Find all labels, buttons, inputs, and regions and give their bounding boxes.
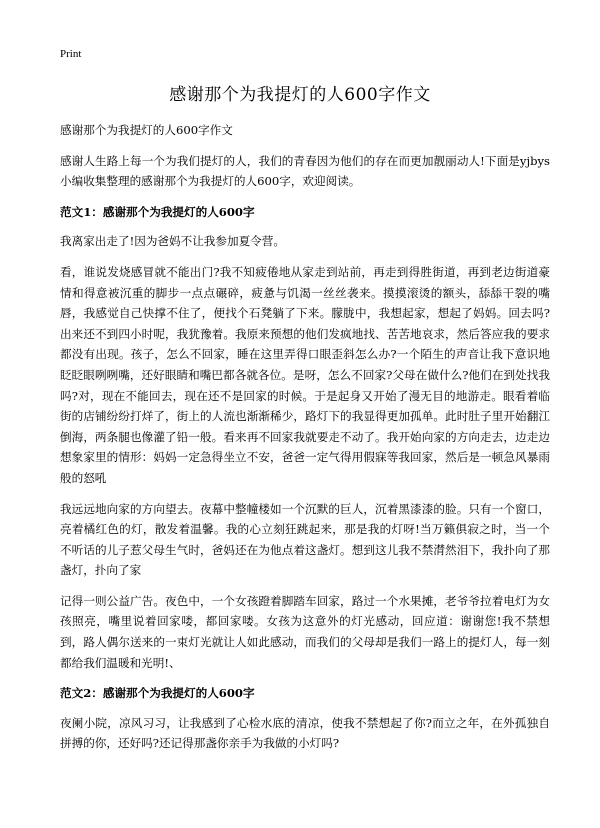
paragraph: 我离家出走了!因为爸妈不让我参加夏令营。	[60, 234, 285, 249]
print-link[interactable]: Print	[60, 48, 82, 60]
paragraph: 记得一则公益广告。夜色中，一个女孩蹬着脚踏车回家，路过一个水果摊，老爷爷拉着电灯为女孩照亮，嘴里说着回家喽，都回家喽。女孩为这意外的灯光感动，回应道：谢谢您!我不禁想到，路人偶尔送来的一束灯光就让人如此感动，而我们的父母却是我们一路上的提灯人，每一刻都给我们温暖和光明!、	[60, 593, 550, 670]
intro-paragraph: 感谢人生路上每一个为我们提灯的人，我们的青春因为他们的存在而更加靓丽动人!下面是yjbys小编收集整理的感谢那个为我提灯的人600字，欢迎阅读。	[60, 153, 550, 189]
section-heading-1: 范文1：感谢那个为我提灯的人600字	[60, 204, 255, 219]
subtitle: 感谢那个为我提灯的人600字作文	[60, 123, 233, 137]
paragraph: 夜阑小院，凉风习习，让我感到了心检水底的清凉，使我不禁想起了你?而立之年，在外孤独自拼搏的你，还好吗?还记得那盏你亲手为我做的小灯吗?	[60, 715, 550, 751]
article-body	[60, 120, 550, 764]
paragraph: 我远远地向家的方向望去。夜幕中整幢楼如一个沉默的巨人，沉着黑漆漆的脸。只有一个窗口，亮着橘红色的灯，散发着温馨。我的心立刻狂跳起来，那是我的灯呀!当万籁俱寂之时，当一个不听话的儿子惹父母生气时，爸妈还在为他点着这盏灯。想到这儿我不禁潸然泪下，我扑向了那盏灯，扑向了家	[60, 501, 550, 578]
section-heading-2: 范文2：感谢那个为我提灯的人600字	[60, 686, 255, 701]
page-title: 感谢那个为我提灯的人600字作文	[169, 85, 431, 105]
paragraph: 看，谁说发烧感冒就不能出门?我不知疲倦地从家走到站前，再走到得胜街道，再到老边街道豪情和得意被沉重的脚步一点点碾碎，疲惫与饥渴一丝丝袭来。摸摸滚烫的额头，舔舔干裂的嘴唇，我感觉自己快撑不住了，便找个石凳躺了下来。朦胧中，我想起家，想起了妈妈。回去吗?出来还不到四小时呢，我犹豫着。我原来预想的他们发疯地找、苦苦地哀求，然后答应我的要求都没有出现。孩子，怎么不回家，睡在这里弄得口眼歪斜怎么办?一个陌生的声音让我下意识地眨眨眼咧咧嘴，还好眼睛和嘴巴都各就各位。是呀，怎么不回家?父母在做什么?他们在到处找我吗?对，现在不能回去，现在还不是回家的时候。于是起身又开始了漫无目的地游走。眼看着临街的店铺纷纷打烊了，街上的人流也渐渐稀少，路灯下的我显得更加孤单。此时肚子里开始翻江倒海，两条腿也像灌了铅一般。看来再不回家我就要走不动了。我开始向家的方向走去，边走边想象家里的情形：妈妈一定急得坐立不安，爸爸一定气得用假寐等我回家，然后是一顿急风暴雨般的怒吼	[60, 264, 550, 485]
